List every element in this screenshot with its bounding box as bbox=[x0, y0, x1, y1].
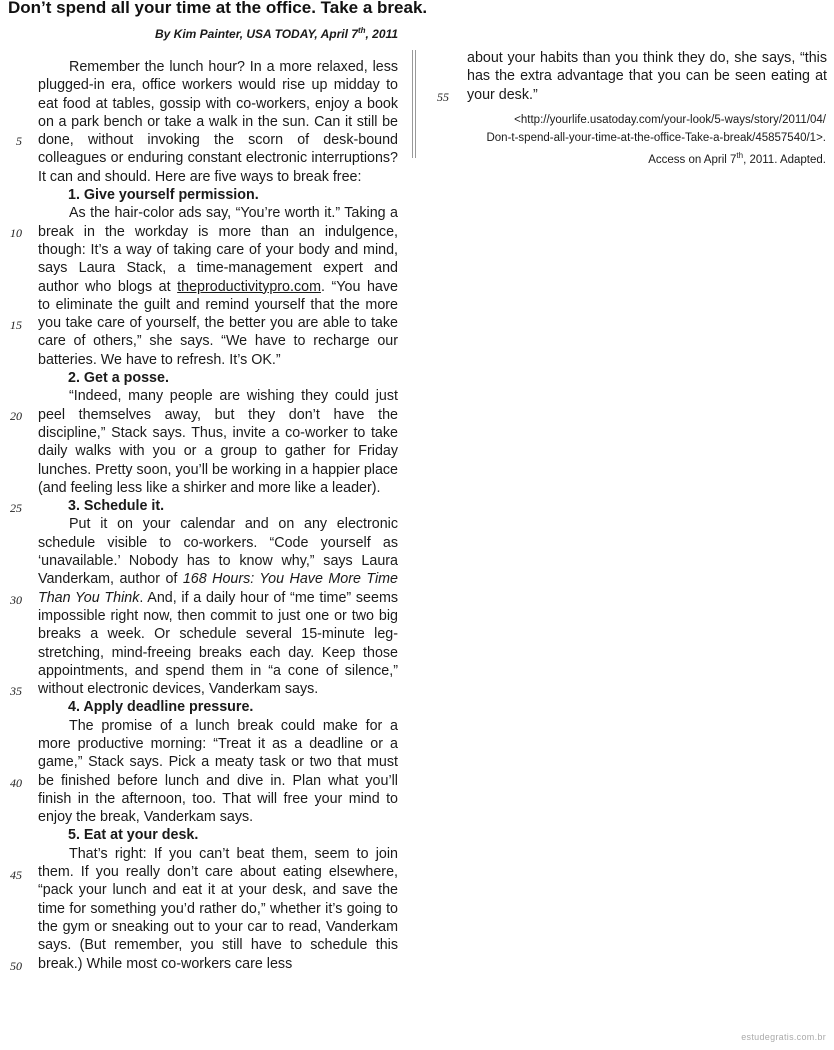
source-url-line-1[interactable]: <http://yourlife.usatoday.com/your-look/5-ways/story/2011/04/ bbox=[514, 114, 826, 126]
line-number: 5 bbox=[16, 134, 22, 148]
section-3-paragraph: Put it on your calendar and on any electronic schedule visible to co-workers. “Code yourself as ‘unavailable.’ Nobody has to know why,” says Laura Vanderkam, author of 168 Hours: You Have More Time Than You Think. And, if a daily hour of “me time” seems impossible right now, then commit to just one or two big breaks a week. Or schedule several 15-minute leg-stretching, mind-freeing breaks each day. Keep those appointments, and spend them in “a cone of silence,” without electronic devices, Vanderkam says. bbox=[38, 516, 398, 698]
source-access-date: Access on April 7th, 2011. Adapted. bbox=[648, 151, 826, 166]
line-number: 55 bbox=[437, 90, 449, 104]
article-column-right bbox=[467, 49, 827, 104]
section-2-paragraph: “Indeed, many people are wishing they could just peel themselves away, but they don’t have the discipline,” Stack says. Thus, invite a co-worker to take daily walks with you or a group to gather for Friday lunches. Pretty soon, you’ll be working in a happier place (and feeling less like a shirker and more like a leader). bbox=[38, 388, 399, 496]
intro-paragraph: Remember the lunch hour? In a more relaxed, less plugged-in era, office workers would rise up midday to eat food at tables, gossip with co-workers, enjoy a book on a park bench or take a walk in the sun. Can it still be done, without invoking the scorn of desk-bound colleagues or enduring constant electronic interruptions? It can and should. Here are five ways to break free: bbox=[38, 59, 398, 185]
column-divider bbox=[412, 50, 416, 158]
line-number: 35 bbox=[10, 684, 22, 698]
article-source bbox=[446, 111, 826, 169]
line-number: 45 bbox=[10, 868, 22, 882]
article-title: Don’t spend all your time at the office. Take a break. bbox=[8, 0, 428, 17]
continuation-paragraph: about your habits than you think they do, she says, “this has the extra advantage that you can be seen eating at your desk.” bbox=[467, 50, 827, 103]
article-byline: By Kim Painter, USA TODAY, April 7th, 2011 bbox=[155, 26, 398, 41]
section-1-paragraph: As the hair-color ads say, “You’re worth it.” Taking a break in the workday is more than an indulgence, though: It’s a way of taking care of your body and mind, says Laura Stack, a time-management expert and author who blogs at theproductivitypro.com. “You have to eliminate the guilt and remind yourself that the more you take care of yourself, the better you are able to take care of others,” she says. “We have to recharge our batteries. We have to refresh. It’s OK.” bbox=[38, 205, 398, 368]
watermark: estudegratis.com.br bbox=[741, 1032, 826, 1042]
section-3-heading: 3. Schedule it. bbox=[68, 498, 165, 515]
section-5-heading: 5. Eat at your desk. bbox=[68, 827, 199, 844]
line-number: 50 bbox=[10, 959, 22, 973]
section-4-heading: 4. Apply deadline pressure. bbox=[68, 699, 254, 716]
line-number: 20 bbox=[10, 409, 22, 423]
section-2-heading: 2. Get a posse. bbox=[68, 370, 169, 387]
line-number: 30 bbox=[10, 593, 22, 607]
article-column-left bbox=[38, 58, 398, 973]
section-5-paragraph: That’s right: If you can’t beat them, seem to join them. If you really don’t care about eating elsewhere, “pack your lunch and eat it at your desk, and save the time for something you’d rather do,” whether it’s going to the gym or sneaking out to your car to read, Vanderkam says. (But remember, you still have to schedule this break.) While most co-workers care less bbox=[38, 845, 398, 972]
line-number: 25 bbox=[10, 501, 22, 515]
line-number: 15 bbox=[10, 318, 22, 332]
line-number: 40 bbox=[10, 776, 22, 790]
blog-link[interactable]: theproductivitypro.com bbox=[177, 278, 321, 295]
line-number: 10 bbox=[10, 226, 22, 240]
source-url-line-2[interactable]: Don-t-spend-all-your-time-at-the-office-Take-a-break/45857540/1>. bbox=[486, 132, 826, 144]
section-1-heading: 1. Give yourself permission. bbox=[68, 187, 259, 204]
section-4-paragraph: The promise of a lunch break could make for a more productive morning: “Treat it as a deadline or a game,” Stack says. Pick a meaty task or two that must be finished before lunch and dive in. Plan what you’ll finish in the afternoon, too. That will free your mind to enjoy the break, Vanderkam says. bbox=[38, 717, 398, 826]
book-title: 168 Hours: You Have More Time Than You Think bbox=[38, 571, 398, 606]
